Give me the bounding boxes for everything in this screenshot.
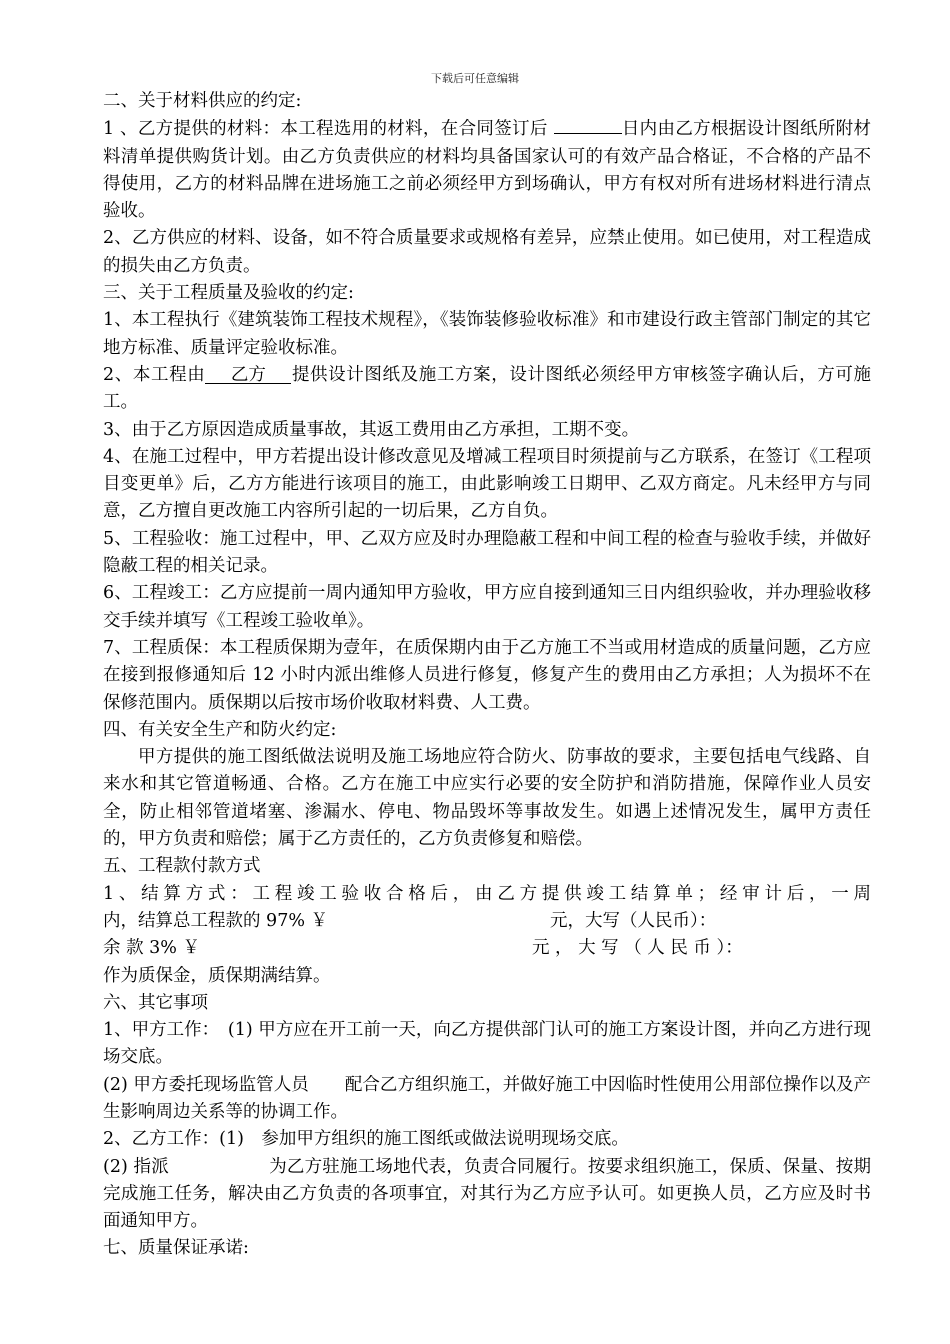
section-title: 五、工程款付款方式 [103,856,261,877]
paragraph: 2、乙方工作：(1) 参加甲方组织的施工图纸或做法说明现场交底。 [103,1129,629,1150]
paragraph: 2、乙方供应的材料、设备，如不符合质量要求或规格有差异，应禁止使用。如已使用，对工程造成的损失由乙方负责。 [103,228,871,276]
payment-line: 余 款 3% ￥ 元 ， 大 写 （ 人 民 币 ）： [103,938,743,959]
paragraph: 7、工程质保：本工程质保期为壹年，在质保期内由于乙方施工不当或用材造成的质量问题，乙方应在接到报修通知后 12 小时内派出维修人员进行修复，修复产生的费用由乙方承担；人为损坏不在保修范围内。质保期以后按市场价收取材料费、人工费。 [103,637,871,713]
paragraph: 6、工程竣工：乙方应提前一周内通知甲方验收，甲方应自接到通知三日内组织验收，并办理验收移交手续并填写《工程竣工验收单》。 [103,583,871,631]
section-title: 二、关于材料供应的约定: [103,91,302,111]
paragraph: 1、本工程执行《建筑装饰工程技术规程》，《装饰装修验收标准》和市建设行政主管部门制定的其它地方标准、质量评定验收标准。 [103,310,871,358]
section-title: 三、关于工程质量及验收的约定: [103,283,354,304]
paragraph: 甲方提供的施工图纸做法说明及施工场地应符合防火、防事故的要求，主要包括电气线路、自来水和其它管道畅通、合格。乙方在施工中应实行必要的安全防护和消防措施，保障作业人员安全，防止相邻管道堵塞、渗漏水、停电、物品毁坏等事故发生。如遇上述情况发生，属甲方责任的，甲方负责和赔偿；属于乙方责任的，乙方负责修复和赔偿。 [103,747,871,850]
paragraph: 3、由于乙方原因造成质量事故，其返工费用由乙方承担，工期不变。 [103,419,640,440]
paragraph: 5、工程验收：施工过程中，甲、乙双方应及时办理隐蔽工程和中间工程的检查与验收手续，并做好隐蔽工程的相关记录。 [103,528,871,577]
section-title: 四、有关安全生产和防火约定: [103,719,337,740]
section-title: 七、质量保证承诺: [103,1238,249,1259]
paragraph: (2) 指派 为乙方驻施工场地代表，负责合同履行。按要求组织施工，保质、保量、按期完成施工任务，解决由乙方负责的各项事宜，对其行为乙方应予认可。如更换人员，乙方应及时书面通知甲方。 [103,1156,872,1232]
payment-line: 作为质保金，质保期满结算。 [103,965,331,986]
paragraph: 1 、乙方提供的材料：本工程选用的材料，在合同签订后 日内由乙方根据设计图纸所附材料清单提供购货计划。由乙方负责供应的材料均具备国家认可的有效产品合格证，不合格的产品不得使用，乙方的材料品牌在进场施工之前必须经甲方到场确认，甲方有权对所有进场材料进行清点验收。 [103,115,871,225]
paragraph: 2、本工程由 乙方 提供设计图纸及施工方案，设计图纸必须经甲方审核签字确认后，方可施工。 [103,364,871,413]
payment-line: 1、结算方式：工程竣工验收合格后，由乙方提供竣工结算单；经审计后，一周 [103,883,871,904]
section-title: 六、其它事项 [103,992,208,1013]
payment-line: 内，结算总工程款的 97% ￥ 元，大写（人民币）： [103,910,717,931]
page-header-note: 下载后可任意编辑 [431,72,519,85]
paragraph: (2) 甲方委托现场监管人员 配合乙方组织施工，并做好施工中因临时性使用公用部位操作以及产生影响周边关系等的协调工作。 [103,1074,871,1122]
fill-blank: 乙方 [205,365,291,384]
contract-document [103,88,871,1263]
paragraph: 4、在施工过程中，甲方若提出设计修改意见及增减工程项目时须提前与乙方联系，在签订《工程项目变更单》后，乙方方能进行该项目的施工，由此影响竣工日期甲、乙双方商定。凡未经甲方与同意，乙方擅自更改施工内容所引起的一切后果，乙方自负。 [103,446,871,522]
fill-blank [554,115,622,134]
paragraph: 1、甲方工作： (1) 甲方应在开工前一天，向乙方提供部门认可的施工方案设计图，并向乙方进行现场交底。 [103,1020,871,1068]
